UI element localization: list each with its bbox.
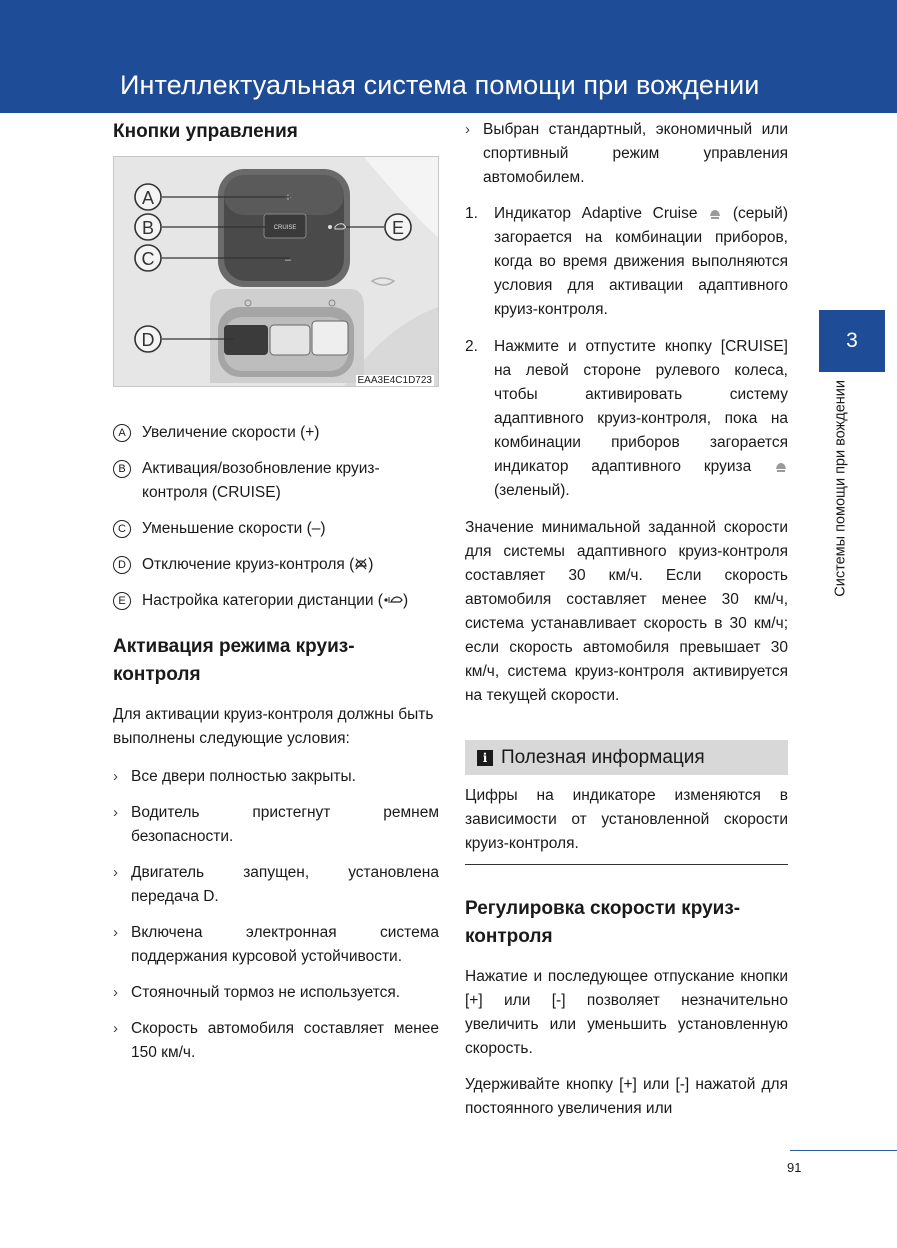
legend-text: Отключение круиз-контроля (: [142, 556, 355, 573]
min-speed-paragraph: Значение минимальной заданной скорости для системы адаптивного круиз-контроля составляет 30 км/ч. Если скорость автомобиля составляет менее 30 км/ч, система устанавливает скорость в 30 км/ч; если скорость автомобиля превышает 30 км/ч, система круиз-контроля активируется на текущей скорости.: [465, 519, 788, 704]
right-column: [465, 118, 788, 1121]
legend-text: Уменьшение скорости (–): [142, 520, 326, 537]
legend-letter: B: [113, 460, 131, 478]
steps-list: [465, 202, 788, 503]
step-number: 2.: [465, 338, 478, 355]
figure-cruise-label: CRUISE: [273, 225, 297, 231]
speed-adjust-paragraph-1: Нажатие и последующее отпускание кнопки [+] или [-] позволяет незначительно увеличить или уменьшить установленную скорость.: [465, 968, 788, 1057]
step-text-end: (серый) загорается на комбинации приборов, когда во время движения выполняются условия для активации адаптивного круиз-контроля.: [494, 205, 788, 318]
distance-icon: [383, 593, 403, 607]
callout-b: B: [141, 218, 155, 238]
footer-rule: [790, 1150, 897, 1151]
legend-item-b: [113, 457, 439, 505]
legend-text: Активация/возобновление круиз-контроля (CRUISE): [142, 460, 380, 501]
info-box-title: Полезная информация: [501, 746, 705, 768]
callout-d: D: [141, 330, 155, 350]
info-box-divider: [465, 864, 788, 865]
chevron-right-icon: ›: [113, 1020, 118, 1037]
legend-letter: A: [113, 424, 131, 442]
figure-plus-label: +: [284, 192, 292, 204]
legend-item-a: [113, 421, 439, 445]
left-column: [113, 118, 439, 1077]
callout-c: C: [141, 249, 155, 269]
callout-e: E: [391, 218, 405, 238]
chevron-right-icon: ›: [113, 768, 118, 785]
info-box-header: [465, 740, 788, 775]
chapter-tab-label: Системы помощи при вождении: [833, 380, 849, 597]
chevron-right-icon: ›: [113, 924, 118, 941]
chapter-tab-number: 3: [819, 310, 885, 372]
legend-letter: C: [113, 520, 131, 538]
adaptive-cruise-icon: [708, 206, 722, 220]
step-text-end: (зеленый).: [494, 482, 570, 499]
list-item: › Водитель пристегнут ремнем безопасности.: [113, 801, 439, 849]
chevron-right-icon: ›: [465, 121, 470, 138]
figure-minus-label: –: [284, 254, 292, 266]
legend-letter: D: [113, 556, 131, 574]
legend-text: Увеличение скорости (+): [142, 424, 320, 441]
legend-text-end: ): [402, 592, 409, 609]
section-title-activation: Активация режима круиз-контроля: [113, 636, 355, 685]
cruise-off-icon: [354, 557, 368, 571]
page-header-title: Интеллектуальная система помощи при вождении: [120, 70, 760, 100]
callout-a: A: [141, 188, 155, 208]
chevron-right-icon: ›: [113, 984, 118, 1001]
legend-item-d: [113, 553, 439, 577]
legend-text: Настройка категории дистанции (: [142, 592, 383, 609]
list-item: › Включена электронная система поддержания курсовой устойчивости.: [113, 921, 439, 969]
chevron-right-icon: ›: [113, 864, 118, 881]
page-number: 91: [787, 1160, 802, 1175]
activation-intro: Для активации круиз-контроля должны быть выполнены следующие условия:: [113, 706, 434, 747]
speed-adjust-paragraph-2: Удерживайте кнопку [+] или [-] нажатой для постоянного увеличения или: [465, 1076, 788, 1117]
list-item: › Двигатель запущен, установлена передача D.: [113, 861, 439, 909]
step-text: Нажмите и отпустите кнопку [CRUISE] на левой стороне рулевого колеса, чтобы активировать систему адаптивного круиз-контроля, пока на комбинации приборов загорается индикатор адаптивного круиза: [494, 338, 788, 475]
list-item: › Стояночный тормоз не используется.: [113, 981, 439, 1005]
list-item: › Выбран стандартный, экономичный или спортивный режим управления автомобилем.: [465, 118, 788, 190]
legend-item-e: [113, 589, 439, 613]
section-title-speed-adjust: Регулировка скорости круиз-контроля: [465, 898, 741, 947]
step-item: [465, 202, 788, 322]
adaptive-cruise-icon: [774, 459, 788, 473]
legend-letter: E: [113, 592, 131, 610]
info-box-text: Цифры на индикаторе изменяются в зависимости от установленной скорости круиз-контроля.: [465, 787, 788, 852]
steering-buttons-illustration: [114, 157, 438, 386]
step-item: [465, 335, 788, 503]
conditions-list: [113, 765, 439, 1065]
legend-text-end: ): [368, 556, 374, 573]
step-text: Индикатор Adaptive Cruise: [494, 205, 698, 222]
figure-code: EAA3E4C1D723: [357, 375, 432, 386]
step-number: 1.: [465, 205, 478, 222]
steering-buttons-figure: [113, 156, 439, 387]
list-item: › Скорость автомобиля составляет менее 150 км/ч.: [113, 1017, 439, 1065]
section-title-control-buttons: Кнопки управления: [113, 121, 298, 142]
chevron-right-icon: ›: [113, 804, 118, 821]
list-item: › Все двери полностью закрыты.: [113, 765, 439, 789]
legend-item-c: [113, 517, 439, 541]
button-legend: [113, 421, 439, 613]
info-icon: i: [477, 750, 493, 766]
